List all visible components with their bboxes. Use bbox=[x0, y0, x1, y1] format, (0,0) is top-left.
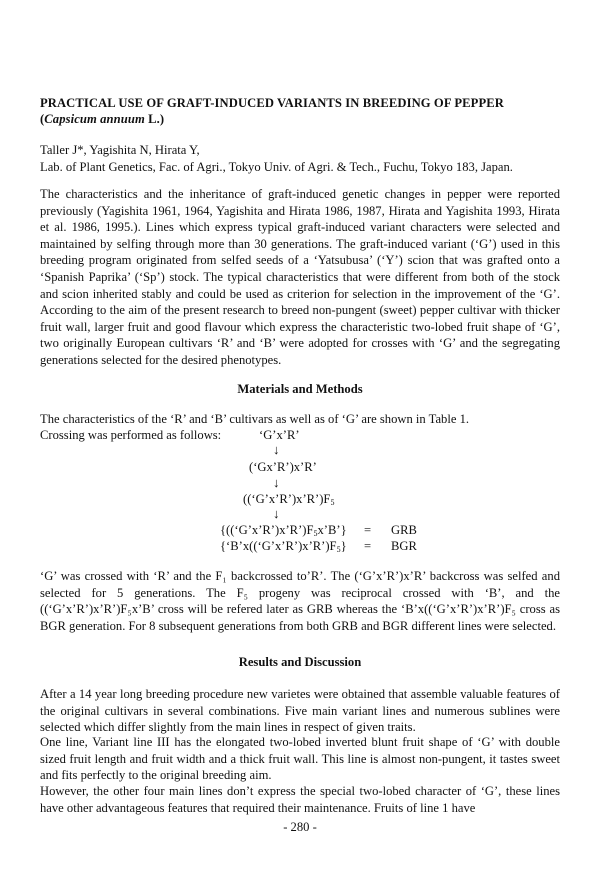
scheme-step4-sub: 5 bbox=[313, 529, 318, 538]
scheme-step5-tail: } bbox=[340, 539, 347, 553]
scheme-step5 bbox=[220, 538, 347, 558]
title-species-line bbox=[40, 111, 560, 127]
scheme-step3-text: ((‘G’x’R’)x’R’)F bbox=[243, 492, 331, 506]
intro-paragraph: The characteristics and the inheritance of graft-induced genetic changes in pepper were reported previously (Yagishita 1961, 1964, Yagishita and Hirata 1986, 1987, Hirata and Yagishita 1993, Hirata et al. 1986, 1995.). Lines which express typical graft-induced variant characters were selected and maintained by selfing through more than 30 generations. The graft-induced variant (‘G’) used in this breeding program originated from selfed seeds of a ‘Yatsubusa’ (‘Y’) scion that was grafted onto a ‘Spanish Paprika’ (‘Sp’) stock. The typical characteristics that were different from both of the stock and scion inherited stably and could be used as criterion for selection in the improvement of the ‘G’. According to the aim of the present research to breed non-pungent (sweet) pepper cultivar with thicker fruit wall, larger fruit and good flavour which express the characteristic two-lobed fruit shape of ‘G’, two originally European cultivars ‘R’ and ‘B’ were adopted for crosses with ‘G’ and the segregating generations selected for the desired phenotypes. bbox=[40, 187, 560, 367]
title-species-suffix: L.) bbox=[144, 112, 165, 126]
methods-line1: The characteristics of the ‘R’ and ‘B’ cultivars as well as of ‘G’ are shown in Table 1. bbox=[40, 412, 470, 426]
scheme-arrow-1: ↓ bbox=[273, 442, 280, 457]
title-main: PRACTICAL USE OF GRAFT-INDUCED VARIANTS IN BREEDING OF PEPPER bbox=[40, 96, 504, 110]
results-paragraph-1: After a 14 year long breeding procedure new varietes were obtained that assemble valuable features of the original cultivars in several combinations. Five main variant lines and numerous sublines were selected which differ slightly from the main lines in respect of given traits. bbox=[40, 687, 560, 735]
methods-line2: Crossing was performed as follows: bbox=[40, 428, 222, 442]
authors: Taller J*, Yagishita N, Hirata Y, bbox=[40, 143, 200, 157]
scheme-bgr: BGR bbox=[391, 539, 417, 553]
scheme-eq-1: = bbox=[364, 523, 372, 537]
affiliation: Lab. of Plant Genetics, Fac. of Agri., Tokyo Univ. of Agri. & Tech., Fuchu, Tokyo 183, Japan. bbox=[40, 160, 513, 174]
heading-results: Results and Discussion bbox=[238, 655, 362, 669]
heading-methods: Materials and Methods bbox=[237, 382, 363, 396]
results-paragraph-2: One line, Variant line III has the elongated two-lobed inverted blunt fruit shape of ‘G’ with double sized fruit length and fruit width and a thick fruit wall. This line is almost non-pungent, it tastes sweet and fits perfectly to the original breeding aim. bbox=[40, 735, 560, 783]
scheme-eq-2: = bbox=[364, 539, 372, 553]
paper-title bbox=[40, 95, 560, 127]
results-paragraph-3: However, the other four main lines don’t express the special two-lobed character of ‘G’, these lines have other advantageous features that required their maintenance. Fruits of line 1 have bbox=[40, 784, 560, 815]
scheme-arrow-2: ↓ bbox=[273, 475, 280, 490]
scheme-step1: ‘G’x’R’ bbox=[259, 428, 300, 442]
scheme-step4-text: {((‘G’x’R’)x’R’)F bbox=[220, 523, 314, 537]
scheme-step3 bbox=[243, 491, 334, 511]
page-number: - 280 - bbox=[283, 820, 317, 834]
author-block bbox=[40, 142, 560, 176]
scheme-step5-text: {‘B’x((‘G’x’R’)x’R’)F bbox=[220, 539, 337, 553]
methods-paragraph: ‘G’ was crossed with ‘R’ and the F₁ backcrossed to’R’. The (‘G’x’R’)x’R’ backcross was selfed and selected for 5 generations. The F₅ progeny was reciprocal crossed with ‘B’, and the ((‘G’x’R’)x’R’)F₅x’B’ cross will be refered later as GRB whereas the ‘B’x((‘G’x’R’)x’R’)F₅ cross as BGR generation. For 8 subsequent generations from both GRB and BGR different lines were selected. bbox=[40, 569, 560, 633]
scheme-step2: (‘Gx’R’)x’R’ bbox=[249, 460, 317, 474]
title-species: Capsicum annuum bbox=[44, 112, 145, 126]
scheme-step5-sub: 5 bbox=[336, 545, 341, 554]
scheme-step4-tail: x’B’} bbox=[317, 523, 347, 537]
scheme-step3-sub: 5 bbox=[330, 498, 335, 507]
scheme-arrow-3: ↓ bbox=[273, 506, 280, 521]
scheme-grb: GRB bbox=[391, 523, 417, 537]
title-paren: ( bbox=[40, 112, 45, 126]
